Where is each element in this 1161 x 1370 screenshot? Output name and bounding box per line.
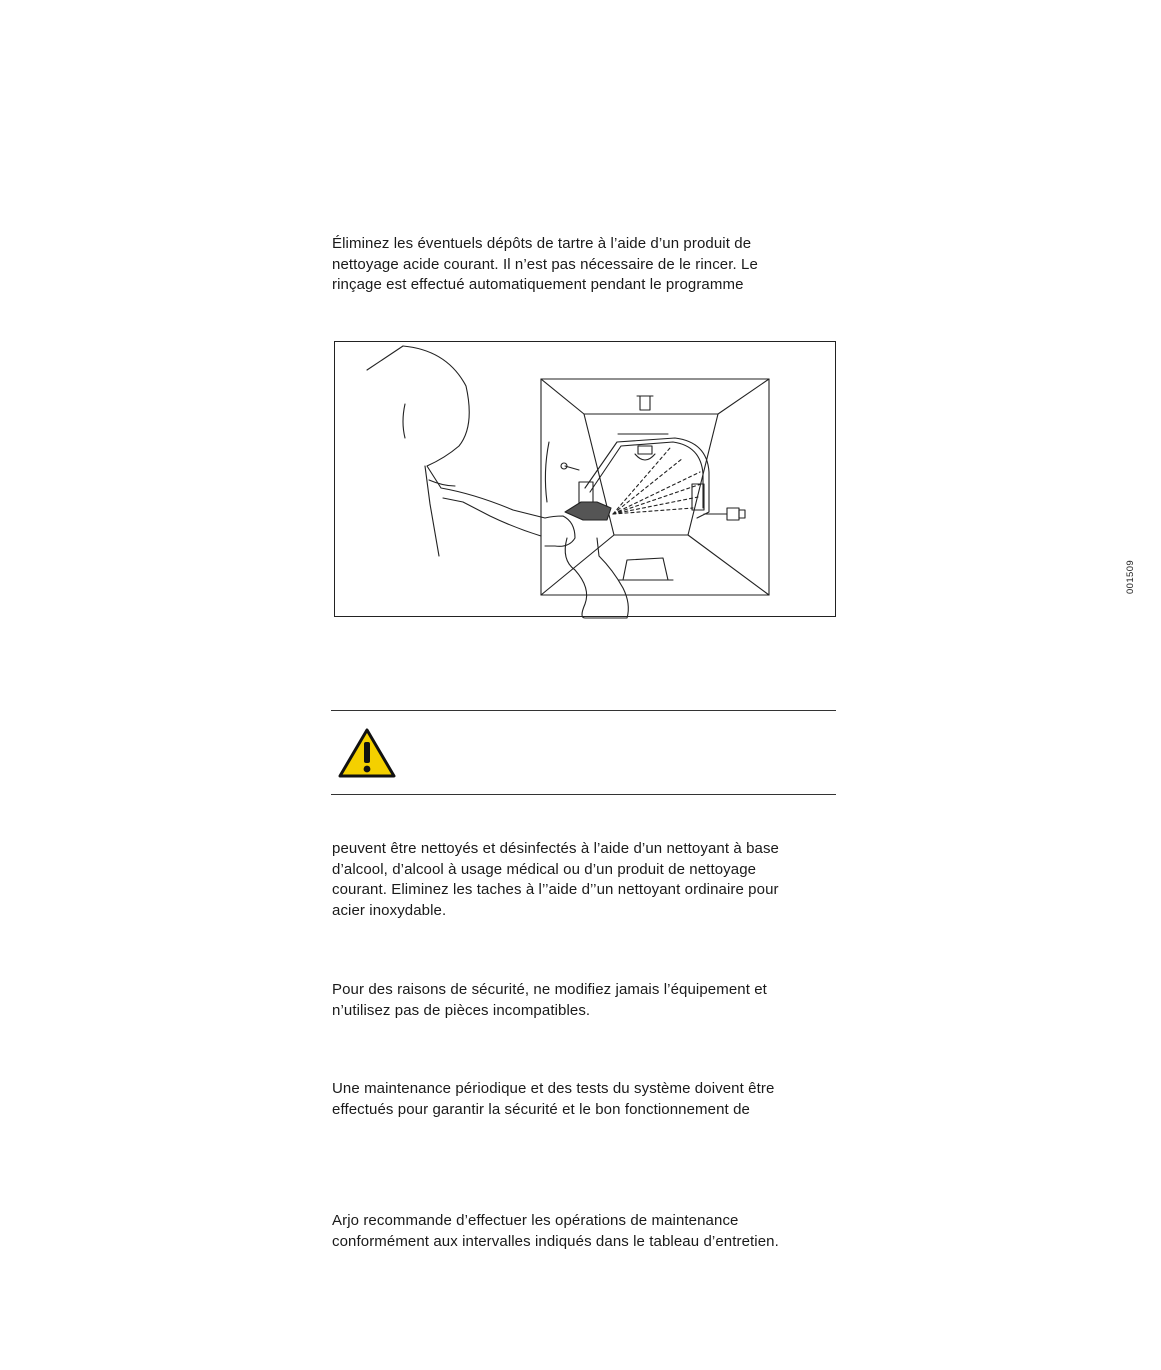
text-line: effectués pour garantir la sécurité et le bon fonctionnement de xyxy=(332,1100,750,1118)
figure-id-text: 001509 xyxy=(1125,559,1136,594)
text-line: acier inoxydable. xyxy=(332,901,447,919)
text-line: nettoyage acide courant. Il n’est pas nécessaire de le rincer. Le xyxy=(332,255,758,273)
text-line: Une maintenance périodique et des tests du système doivent être xyxy=(332,1080,775,1097)
maintenance-paragraph xyxy=(332,1079,837,1120)
descaling-paragraph xyxy=(332,234,837,296)
text-line: Arjo recommande d’effectuer les opérations de maintenance xyxy=(332,1212,739,1229)
text-line: d’alcool, d’alcool à usage médical ou d’un produit de nettoyage xyxy=(332,860,757,878)
warning-box xyxy=(331,710,836,795)
safety-paragraph xyxy=(332,980,837,1021)
text-line: rinçage est effectué automatiquement pendant le programme xyxy=(332,276,744,293)
text-line: Pour des raisons de sécurité, ne modifiez jamais l’équipement et xyxy=(332,981,767,998)
cleaning-illustration xyxy=(334,341,1136,617)
text-line: Éliminez les éventuels dépôts de tartre à l’aide d’un produit de xyxy=(332,235,752,252)
recommendation-paragraph xyxy=(332,1211,837,1252)
text-line: courant. Eliminez les taches à l’’aide d’’un nettoyant ordinaire pour xyxy=(332,881,779,898)
disinfection-paragraph xyxy=(332,839,837,921)
text-line: conformément aux intervalles indiqués dans le tableau d’entretien. xyxy=(332,1232,779,1250)
text-line: peuvent être nettoyés et désinfectés à l’aide d’un nettoyant à base xyxy=(332,840,780,857)
text-line: n’utilisez pas de pièces incompatibles. xyxy=(332,1001,591,1019)
warning-triangle-icon xyxy=(337,727,397,779)
spray-cleaning-drawing xyxy=(335,342,837,618)
figure-id-label xyxy=(1125,342,1161,618)
